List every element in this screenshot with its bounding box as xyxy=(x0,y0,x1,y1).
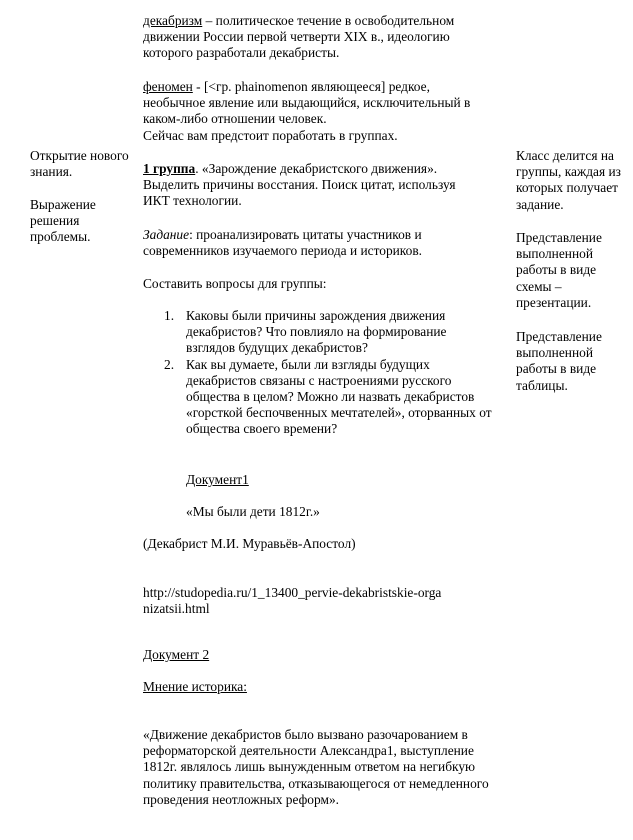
task-text: : проанализировать цитаты участников и современников изучаемого периода и историков. xyxy=(143,227,422,259)
doc2-title: Документ 2 xyxy=(143,647,210,662)
questions-intro: Составить вопросы для группы: xyxy=(143,276,327,291)
doc2-subtitle: Мнение историка: xyxy=(143,679,247,694)
activity-table: Представление выполненной работы в виде таблицы. xyxy=(516,329,602,393)
question-text: Как вы думаете, были ли взгляды будущих декабристов связаны с настроениями русского общества в целом? Можно ли назвать декабристов «горсткой беспочвенных мечтателей», оторванных от общества своего времени? xyxy=(186,356,492,437)
task-paragraph xyxy=(143,227,463,259)
stage-problem-solution: Выражение решения проблемы. xyxy=(30,197,96,245)
doc2-quote: «Движение декабристов было вызвано разочарованием в реформаторской деятельности Александра1, выступление 1812г. являлось лишь вынужденным ответом на негибкую политику правительства, отказывающегося от немедленного проведения неотложных реформ». xyxy=(143,727,489,807)
term-decembrism-definition: – политическое течение в освободительном движении России первой четверти XIX в., идеологию которого разработали декабристы. xyxy=(143,13,455,61)
group1-heading xyxy=(143,161,475,210)
question-number: 1. xyxy=(164,308,175,323)
questions-list xyxy=(143,308,503,438)
list-item xyxy=(143,357,502,438)
list-item xyxy=(143,308,476,357)
question-number: 2. xyxy=(164,356,175,372)
term-decembrism-word: декабризм xyxy=(143,13,203,28)
question-text: Каковы были причины зарождения движения декабристов? Что повлияло на формирование взглядов будущих декабристов? xyxy=(186,308,447,356)
term-decembrism xyxy=(143,13,488,62)
group1-title: . «Зарождение декабристского движения». xyxy=(195,161,438,176)
activity-presentation: Представление выполненной работы в виде схемы – презентации. xyxy=(516,230,602,310)
term-phenomenon-definition: - [<гр. phainomenon являющееся] редкое, необычное явление или выдающийся, исключительный в каком-либо отношении человек. xyxy=(143,79,471,127)
activity-groups: Класс делится на группы, каждая из которых получает задание. xyxy=(516,148,621,212)
term-phenomenon-word: феномен xyxy=(143,79,193,94)
term-phenomenon xyxy=(143,79,495,128)
stage-opening-knowledge: Открытие нового знания. xyxy=(30,148,129,180)
doc1-url[interactable]: http://studopedia.ru/1_13400_pervie-dekabristskie-organizatsii.html xyxy=(143,585,442,617)
doc1-quote: «Мы были дети 1812г.» xyxy=(186,504,320,519)
group1-label: 1 группа xyxy=(143,161,196,176)
doc1-author: (Декабрист М.И. Муравьёв-Апостол) xyxy=(143,536,356,551)
task-label: Задание xyxy=(143,227,190,242)
group-work-intro: Сейчас вам предстоит поработать в группах. xyxy=(143,128,398,143)
group1-instruction: Выделить причины восстания. Поиск цитат, используя ИКТ технологии. xyxy=(143,177,456,209)
doc1-title: Документ1 xyxy=(186,472,249,487)
